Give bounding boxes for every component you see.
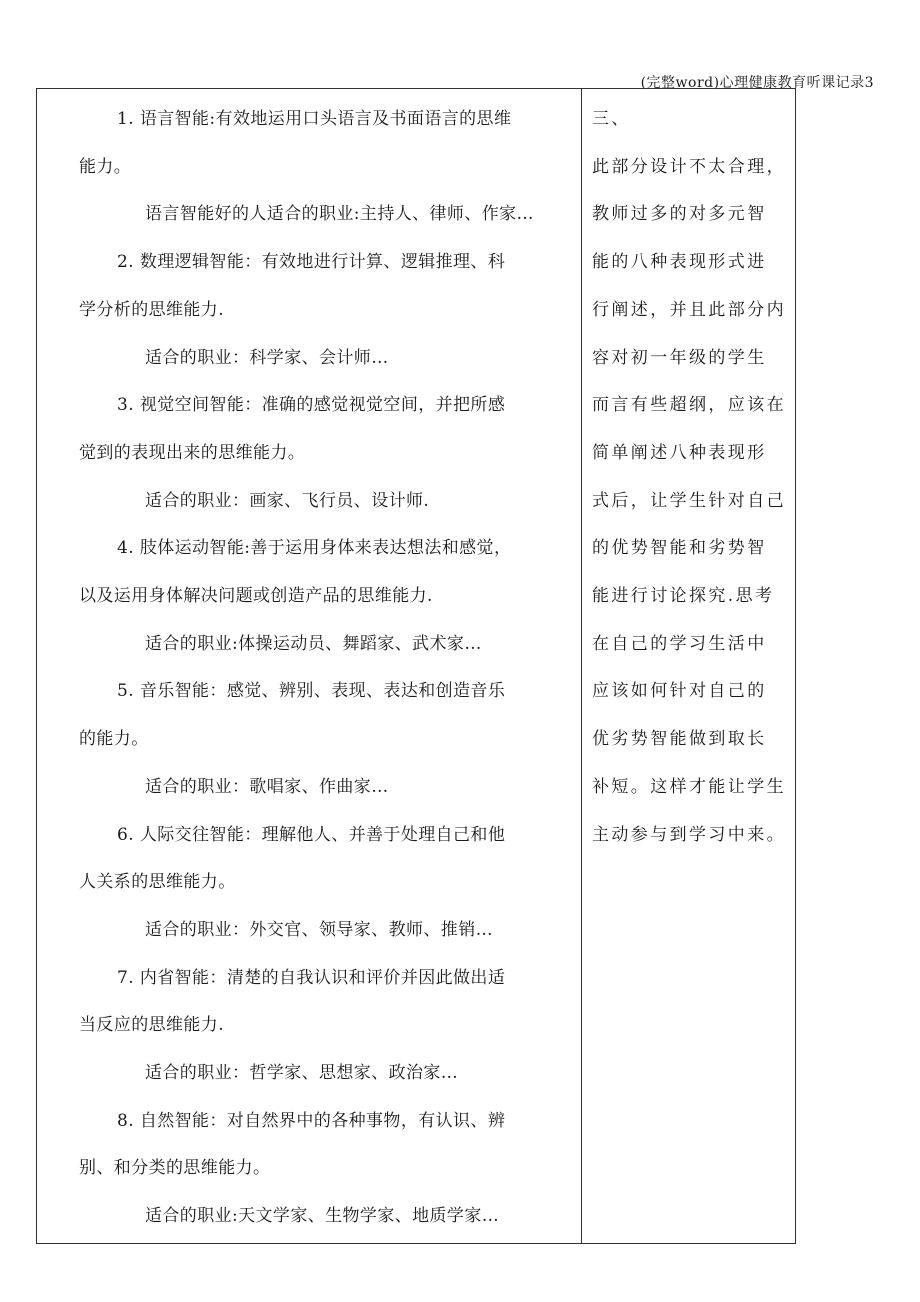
suitable-careers-line: 适合的职业：科学家、会计师… xyxy=(145,347,389,368)
suitable-careers-line: 适合的职业:天文学家、生物学家、地质学家… xyxy=(145,1206,500,1227)
intelligence-item-heading: 7. 内省智能：清楚的自我认识和评价并因此做出适 xyxy=(117,967,506,988)
intelligence-item-continuation: 的能力。 xyxy=(79,729,149,750)
intelligence-item-continuation: 别、和分类的思维能力。 xyxy=(79,1158,271,1179)
intelligence-item-continuation: 学分析的思维能力. xyxy=(79,299,225,320)
comment-section-number: 三、 xyxy=(592,109,631,129)
intelligence-item-continuation: 当反应的思维能力. xyxy=(79,1015,225,1036)
comment-line: 容对初一年级的学生 xyxy=(592,347,767,368)
comment-line: 优劣势智能做到取长 xyxy=(592,729,767,750)
intelligence-item-heading: 6. 人际交往智能：理解他人、并善于处理自己和他 xyxy=(117,824,506,845)
intelligence-item-continuation: 觉到的表现出来的思维能力。 xyxy=(79,442,306,463)
intelligence-item-continuation: 人关系的思维能力。 xyxy=(79,872,236,893)
suitable-careers-line: 适合的职业：哲学家、思想家、政治家… xyxy=(145,1063,459,1083)
intelligence-item-continuation: 能力。 xyxy=(79,156,132,177)
suitable-careers-line: 适合的职业：外交官、领导家、教师、推销… xyxy=(145,919,493,940)
comment-line: 能的八种表现形式进 xyxy=(592,252,767,273)
comment-line: 应该如何针对自己的 xyxy=(592,681,767,702)
comment-line: 式后，让学生针对自己 xyxy=(592,490,786,511)
comment-line: 主动参与到学习中来。 xyxy=(592,824,786,845)
intelligence-item-heading: 1. 语言智能:有效地运用口头语言及书面语言的思维 xyxy=(117,109,512,129)
intelligence-item-heading: 3. 视觉空间智能：准确的感觉视觉空间，并把所感 xyxy=(117,395,506,416)
suitable-careers-line: 语言智能好的人适合的职业:主持人、律师、作家… xyxy=(145,204,534,225)
comment-line: 此部分设计不太合理， xyxy=(592,156,786,177)
suitable-careers-line: 适合的职业：歌唱家、作曲家… xyxy=(145,776,389,797)
comment-line: 在自己的学习生活中 xyxy=(592,633,767,654)
intelligence-item-heading: 4. 肢体运动智能:善于运用身体来表达想法和感觉， xyxy=(117,538,512,559)
comment-line: 而言有些超纲，应该在 xyxy=(592,395,786,416)
column-divider xyxy=(581,89,582,1243)
intelligence-item-heading: 8. 自然智能：对自然界中的各种事物，有认识、辨 xyxy=(117,1110,506,1131)
suitable-careers-line: 适合的职业：画家、飞行员、设计师. xyxy=(145,490,430,511)
comment-line: 的优势智能和劣势智 xyxy=(592,538,767,559)
comment-line: 补短。这样才能让学生 xyxy=(592,776,786,797)
comment-line: 行阐述，并且此部分内 xyxy=(592,299,786,320)
intelligence-item-heading: 5. 音乐智能：感觉、辨别、表现、表达和创造音乐 xyxy=(117,681,506,702)
comment-line: 能进行讨论探究.思考 xyxy=(592,586,775,606)
intelligence-item-continuation: 以及运用身体解决问题或创造产品的思维能力. xyxy=(79,586,433,606)
intelligence-item-heading: 2. 数理逻辑智能：有效地进行计算、逻辑推理、科 xyxy=(117,252,506,273)
suitable-careers-line: 适合的职业:体操运动员、舞蹈家、武术家… xyxy=(145,633,482,654)
document-header-title: (完整word)心理健康教育听课记录3 xyxy=(640,75,874,91)
comment-line: 教师过多的对多元智 xyxy=(592,204,767,225)
lecture-record-table xyxy=(36,88,796,1244)
comment-line: 简单阐述八种表现形 xyxy=(592,442,767,463)
